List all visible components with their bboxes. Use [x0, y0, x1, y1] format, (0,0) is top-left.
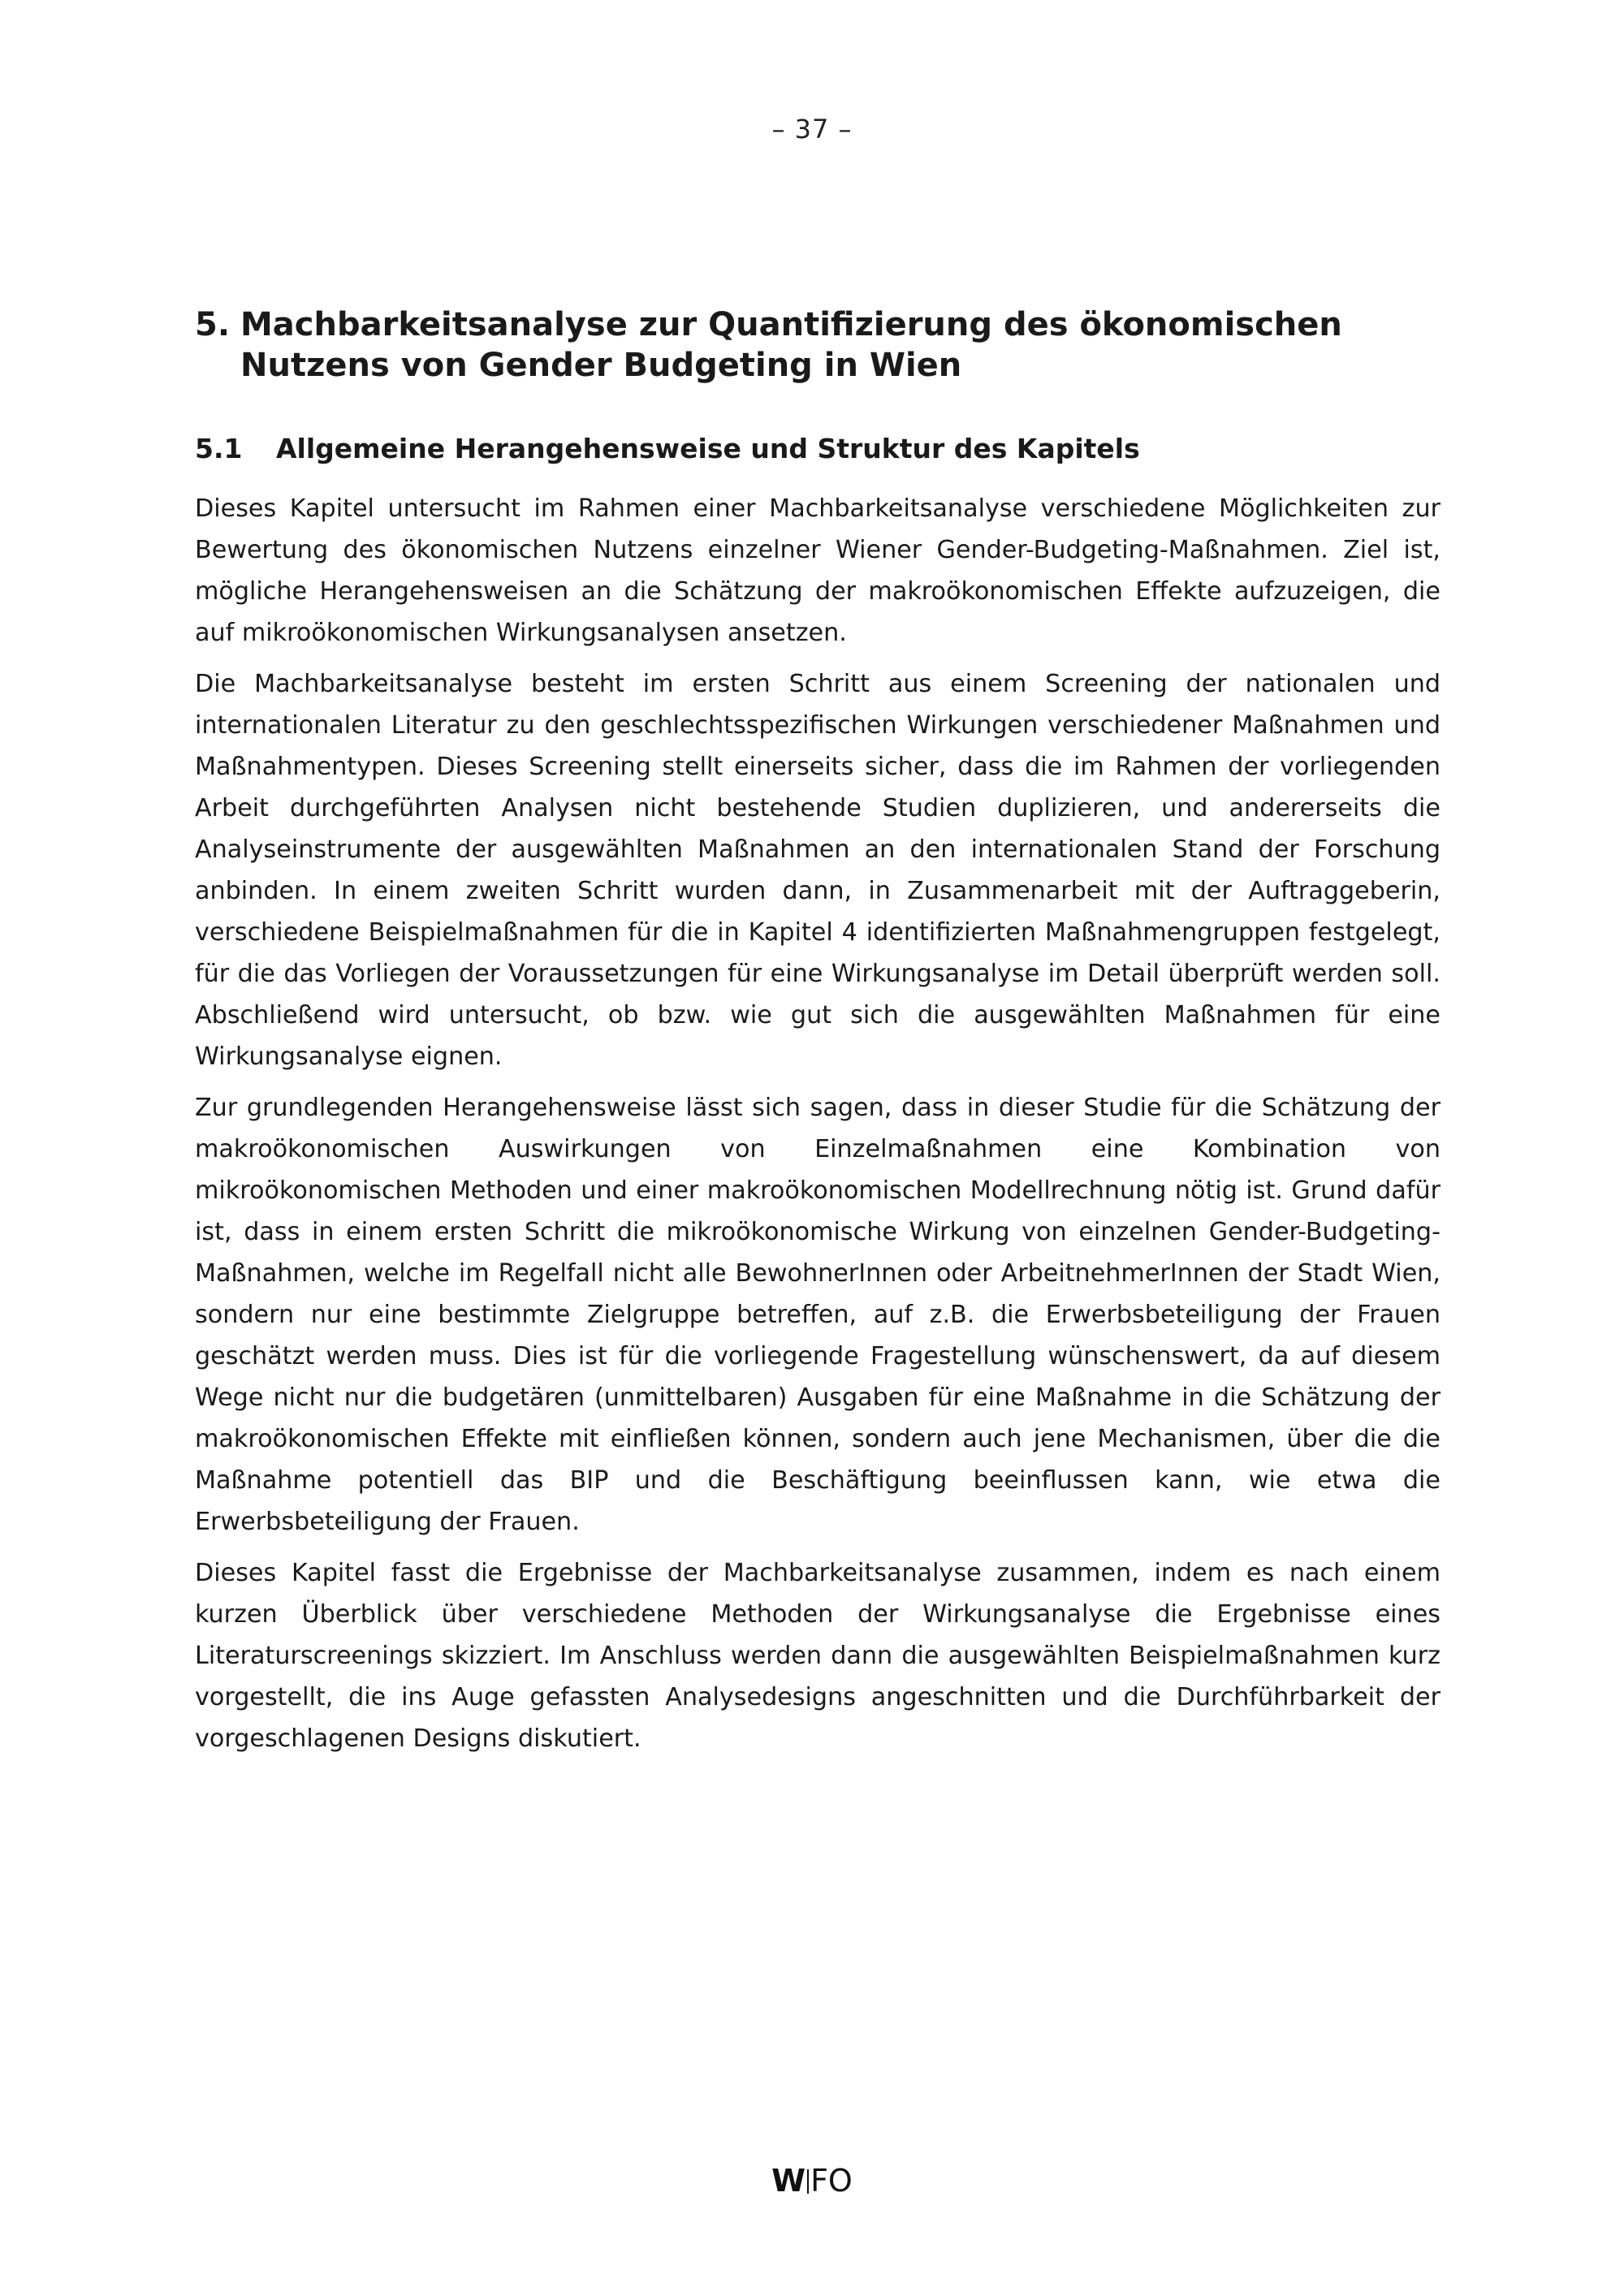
chapter-title: Machbarkeitsanalyse zur Quantifizierung des ökonomischen Nutzens von Gender Budgeting in Wien: [240, 306, 1342, 384]
section-title: Allgemeine Herangehensweise und Struktur des Kapitels: [276, 433, 1140, 464]
wifo-logo-fo: FO: [810, 2163, 853, 2199]
page-content: [195, 304, 1440, 1769]
paragraph-3: Zur grundlegenden Herangehensweise lässt sich sagen, dass in dieser Studie für die Schätzung der makroökonomischen Auswirkungen von Einzelmaßnahmen eine Kombination von mikroökonomischen Methoden und einer makroökonomischen Modellrechnung nötig ist. Grund dafür ist, dass in einem ersten Schritt die mikroökonomische Wirkung von einzelnen Gender-Budgeting-Maßnahmen, welche im Regelfall nicht alle BewohnerInnen oder ArbeitnehmerInnen der Stadt Wien, sondern nur eine bestimmte Zielgruppe betreffen, auf z.B. die Erwerbsbeteiligung der Frauen geschätzt werden muss. Dies ist für die vorliegende Fragestellung wünschenswert, da auf diesem Wege nicht nur die budgetären (unmittelbaren) Ausgaben für eine Maßnahme in die Schätzung der makroökonomischen Effekte mit einfließen können, sondern auch jene Mechanismen, über die die Maßnahme potentiell das BIP und die Beschäftigung beeinflussen kann, wie etwa die Erwerbsbeteiligung der Frauen.: [195, 1094, 1440, 1536]
paragraph-4: Dieses Kapitel fasst die Ergebnisse der Machbarkeitsanalyse zusammen, indem es nach einem kurzen Überblick über verschiedene Methoden der Wirkungsanalyse die Ergebnisse eines Literaturscreenings skizziert. Im Anschluss werden dann die ausgewählten Beispielmaßnahmen kurz vorgestellt, die ins Auge gefassten Analysedesigns angeschnitten und die Durchführbarkeit der vorgeschlagenen Designs diskutiert.: [195, 1559, 1440, 1753]
chapter-heading: [195, 304, 1440, 386]
page-number: – 37 –: [771, 114, 853, 145]
paragraph-2: Die Machbarkeitsanalyse besteht im ersten Schritt aus einem Screening der nationalen und internationalen Literatur zu den geschlechtsspezifischen Wirkungen verschiedener Maßnahmen und Maßnahmentypen. Dieses Screening stellt einerseits sicher, dass die im Rahmen der vorliegenden Arbeit durchgeführten Analysen nicht bestehende Studien duplizieren, und andererseits die Analyseinstrumente der ausgewählten Maßnahmen an den internationalen Stand der Forschung anbinden. In einem zweiten Schritt wurden dann, in Zusammenarbeit mit der Auftraggeberin, verschiedene Beispielmaßnahmen für die in Kapitel 4 identifizierten Maßnahmengruppen festgelegt, für die das Vorliegen der Voraussetzungen für eine Wirkungsanalyse im Detail überprüft werden soll. Abschließend wird untersucht, ob bzw. wie gut sich die ausgewählten Maßnahmen für eine Wirkungsanalyse eignen.: [195, 670, 1440, 1071]
chapter-number: 5.: [195, 306, 231, 343]
paragraph-1: Dieses Kapitel untersucht im Rahmen einer Machbarkeitsanalyse verschiedene Möglichkeiten zur Bewertung des ökonomischen Nutzens einzelner Wiener Gender-Budgeting-Maßnahmen. Ziel ist, mögliche Herangehensweisen an die Schätzung der makroökonomischen Effekte aufzuzeigen, die auf mikroökonomischen Wirkungsanalysen ansetzen.: [195, 494, 1440, 647]
wifo-logo-bar: [807, 2169, 809, 2194]
wifo-logo-w: W: [771, 2163, 806, 2199]
wifo-logo: [0, 2163, 1624, 2199]
section-number: 5.1: [195, 433, 243, 464]
section-heading: [195, 431, 1440, 467]
